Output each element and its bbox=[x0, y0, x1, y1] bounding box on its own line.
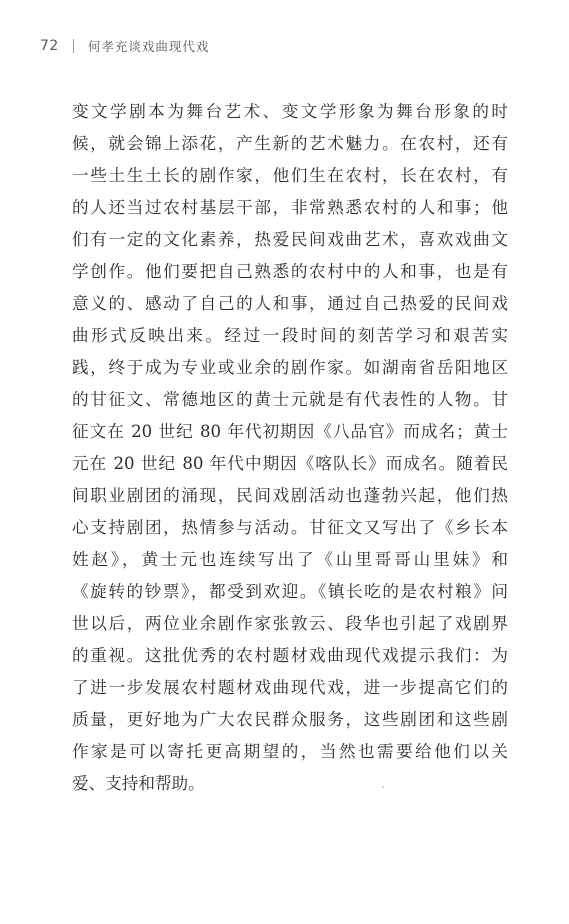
text-line: 变文学剧本为舞台艺术、变文学形象为舞台形象的时 bbox=[72, 102, 508, 121]
text-line: 意义的、感动了自己的人和事，通过自己热爱的民间戏 bbox=[72, 294, 508, 313]
text-line: 质量，更好地为广大农民群众服务，这些剧团和这些剧 bbox=[72, 710, 508, 729]
text-line: 的甘征文、常德地区的黄士元就是有代表性的人物。甘 bbox=[72, 390, 508, 409]
text-line: 作家是可以寄托更高期望的，当然也需要给他们以关 bbox=[72, 742, 508, 761]
header-divider bbox=[73, 39, 74, 53]
text-line: 学创作。他们要把自己熟悉的农村中的人和事，也是有 bbox=[72, 262, 508, 281]
text-line: 了进一步发展农村题材戏曲现代戏，进一步提高它们的 bbox=[72, 678, 508, 697]
text-line: 践，终于成为专业或业余的剧作家。如湖南省岳阳地区 bbox=[72, 358, 508, 377]
text-line: 的人还当过农村基层干部，非常熟悉农村的人和事；他 bbox=[72, 198, 508, 217]
text-line: 姓赵》，黄士元也连续写出了《山里哥哥山里妹》和 bbox=[72, 550, 508, 569]
text-line: 爱、支持和帮助。 bbox=[72, 774, 205, 793]
text-line: 《旋转的钞票》，都受到欢迎。《镇长吃的是农村粮》问 bbox=[72, 582, 508, 601]
text-line: 们有一定的文化素养，热爱民间戏曲艺术，喜欢戏曲文 bbox=[72, 230, 508, 249]
text-line: 的重视。这批优秀的农村题材戏曲现代戏提示我们：为 bbox=[72, 646, 508, 665]
text-line: 曲形式反映出来。经过一段时间的刻苦学习和艰苦实 bbox=[72, 326, 508, 345]
text-line: 世以后，两位业余剧作家张敦云、段华也引起了戏剧界 bbox=[72, 614, 508, 633]
text-line: 间职业剧团的涌现，民间戏剧活动也蓬勃兴起，他们热 bbox=[72, 486, 508, 505]
running-head bbox=[40, 36, 209, 56]
text-line: 一些土生土长的剧作家，他们生在农村，长在农村，有 bbox=[72, 166, 508, 185]
text-line: 征文在 20 世纪 80 年代初期因《八品官》而成名；黄士 bbox=[72, 422, 508, 441]
page-number: 72 bbox=[40, 38, 59, 54]
text-line: 心支持剧团，热情参与活动。甘征文又写出了《乡长本 bbox=[72, 518, 508, 537]
text-line: 候，就会锦上添花，产生新的艺术魅力。在农村，还有 bbox=[72, 134, 508, 153]
text-line: 元在 20 世纪 80 年代中期因《喀队长》而成名。随着民 bbox=[72, 454, 508, 473]
body-paragraph bbox=[72, 96, 508, 800]
book-title: 何孝充谈戏曲现代戏 bbox=[87, 39, 210, 54]
scan-speck bbox=[382, 786, 384, 788]
